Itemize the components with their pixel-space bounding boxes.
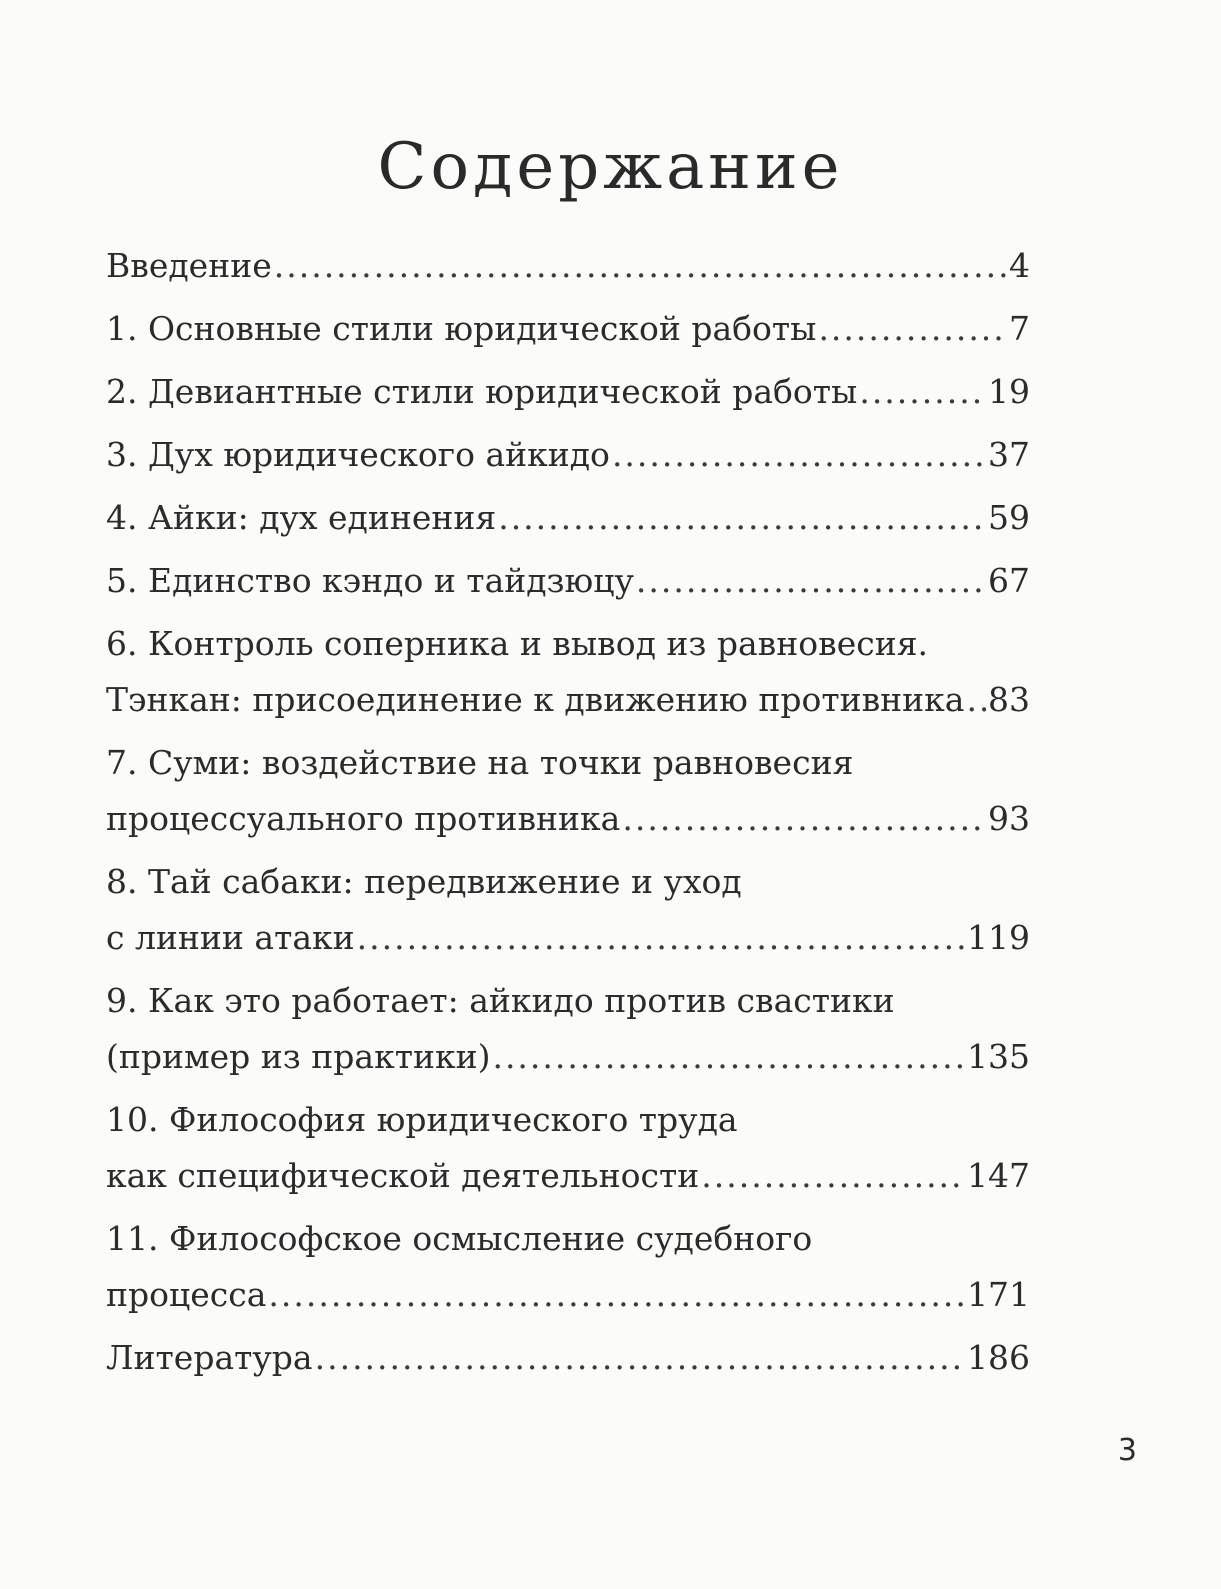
toc-entry-line bbox=[106, 301, 1030, 357]
toc-entry-title: 4. Айки: дух единения bbox=[106, 498, 497, 537]
dot-leader bbox=[859, 364, 986, 420]
toc-entry-line bbox=[106, 854, 1030, 910]
toc-entry-line bbox=[106, 1092, 1030, 1148]
dot-leader bbox=[274, 238, 1007, 294]
toc-page-number: 119 bbox=[967, 918, 1030, 957]
dot-leader bbox=[357, 910, 965, 966]
dot-leader bbox=[268, 1267, 965, 1323]
toc-page-number: 186 bbox=[967, 1338, 1030, 1377]
toc-entry-title: 2. Девиантные стили юридической работы bbox=[106, 372, 858, 411]
dot-leader bbox=[701, 1148, 965, 1204]
toc-page-number: 93 bbox=[988, 799, 1030, 838]
toc-entry bbox=[106, 301, 1030, 357]
toc-entry-title: с линии атаки bbox=[106, 918, 355, 957]
toc-entry-title: Литература bbox=[106, 1338, 313, 1377]
toc-entry-title: 1. Основные стили юридической работы bbox=[106, 309, 817, 348]
toc-entry-line bbox=[106, 490, 1030, 546]
toc-page-number: 147 bbox=[967, 1156, 1030, 1195]
toc-entry-line bbox=[106, 238, 1030, 294]
toc-entry-line bbox=[106, 364, 1030, 420]
toc-entry-title: 9. Как это работает: айкидо против свастики bbox=[106, 981, 895, 1020]
toc-entry-line bbox=[106, 1029, 1030, 1085]
toc-entry-line bbox=[106, 1330, 1030, 1386]
toc-page-number: 135 bbox=[967, 1037, 1030, 1076]
dot-leader bbox=[492, 1029, 965, 1085]
dot-leader bbox=[966, 672, 986, 728]
dot-leader bbox=[315, 1330, 965, 1386]
toc-entry-line bbox=[106, 973, 1030, 1029]
toc-entry-line bbox=[106, 1148, 1030, 1204]
table-of-contents bbox=[106, 238, 1030, 1393]
toc-entry-title: процессуального противника bbox=[106, 799, 621, 838]
toc-entry bbox=[106, 1211, 1030, 1323]
toc-entry bbox=[106, 616, 1030, 728]
toc-entry bbox=[106, 490, 1030, 546]
toc-entry-title: 7. Суми: воздействие на точки равновесия bbox=[106, 743, 854, 782]
toc-entry-title: 6. Контроль соперника и вывод из равновесия. bbox=[106, 624, 929, 663]
toc-page-number: 37 bbox=[988, 435, 1030, 474]
toc-entry-title: (пример из практики) bbox=[106, 1037, 491, 1076]
dot-leader bbox=[636, 553, 986, 609]
toc-entry bbox=[106, 854, 1030, 966]
toc-entry-line bbox=[106, 910, 1030, 966]
toc-entry-line bbox=[106, 553, 1030, 609]
page-title: Содержание bbox=[377, 129, 844, 204]
toc-entry-line bbox=[106, 427, 1030, 483]
toc-entry-title: как специфической деятельности bbox=[106, 1156, 700, 1195]
toc-entry bbox=[106, 427, 1030, 483]
dot-leader bbox=[818, 301, 1007, 357]
toc-entry bbox=[106, 1092, 1030, 1204]
toc-page-number: 83 bbox=[988, 680, 1030, 719]
toc-entry bbox=[106, 1330, 1030, 1386]
dot-leader bbox=[498, 490, 986, 546]
toc-entry-title: 8. Тай сабаки: передвижение и уход bbox=[106, 862, 742, 901]
toc-entry bbox=[106, 553, 1030, 609]
toc-entry-title: процесса bbox=[106, 1275, 267, 1314]
toc-entry-title: 3. Дух юридического айкидо bbox=[106, 435, 610, 474]
toc-entry-line bbox=[106, 616, 1030, 672]
toc-page-number: 19 bbox=[988, 372, 1030, 411]
toc-entry-line bbox=[106, 735, 1030, 791]
dot-leader bbox=[612, 427, 986, 483]
toc-entry-line bbox=[106, 791, 1030, 847]
toc-entry-title: 10. Философия юридического труда bbox=[106, 1100, 738, 1139]
toc-entry-line bbox=[106, 1267, 1030, 1323]
toc-entry bbox=[106, 735, 1030, 847]
toc-entry-line bbox=[106, 672, 1030, 728]
toc-entry-line bbox=[106, 1211, 1030, 1267]
toc-entry bbox=[106, 973, 1030, 1085]
toc-page-number: 67 bbox=[988, 561, 1030, 600]
toc-entry-title: Введение bbox=[106, 246, 272, 285]
page-number: 3 bbox=[1117, 1433, 1137, 1468]
toc-entry bbox=[106, 364, 1030, 420]
toc-entry bbox=[106, 238, 1030, 294]
toc-page-number: 59 bbox=[988, 498, 1030, 537]
toc-entry-title: 11. Философское осмысление судебного bbox=[106, 1219, 813, 1258]
toc-entry-title: 5. Единство кэндо и тайдзюцу bbox=[106, 561, 634, 600]
toc-page-number: 4 bbox=[1009, 246, 1030, 285]
toc-page-number: 7 bbox=[1009, 309, 1030, 348]
toc-entry-title: Тэнкан: присоединение к движению противника bbox=[106, 680, 965, 719]
dot-leader bbox=[622, 791, 986, 847]
toc-page-number: 171 bbox=[967, 1275, 1030, 1314]
